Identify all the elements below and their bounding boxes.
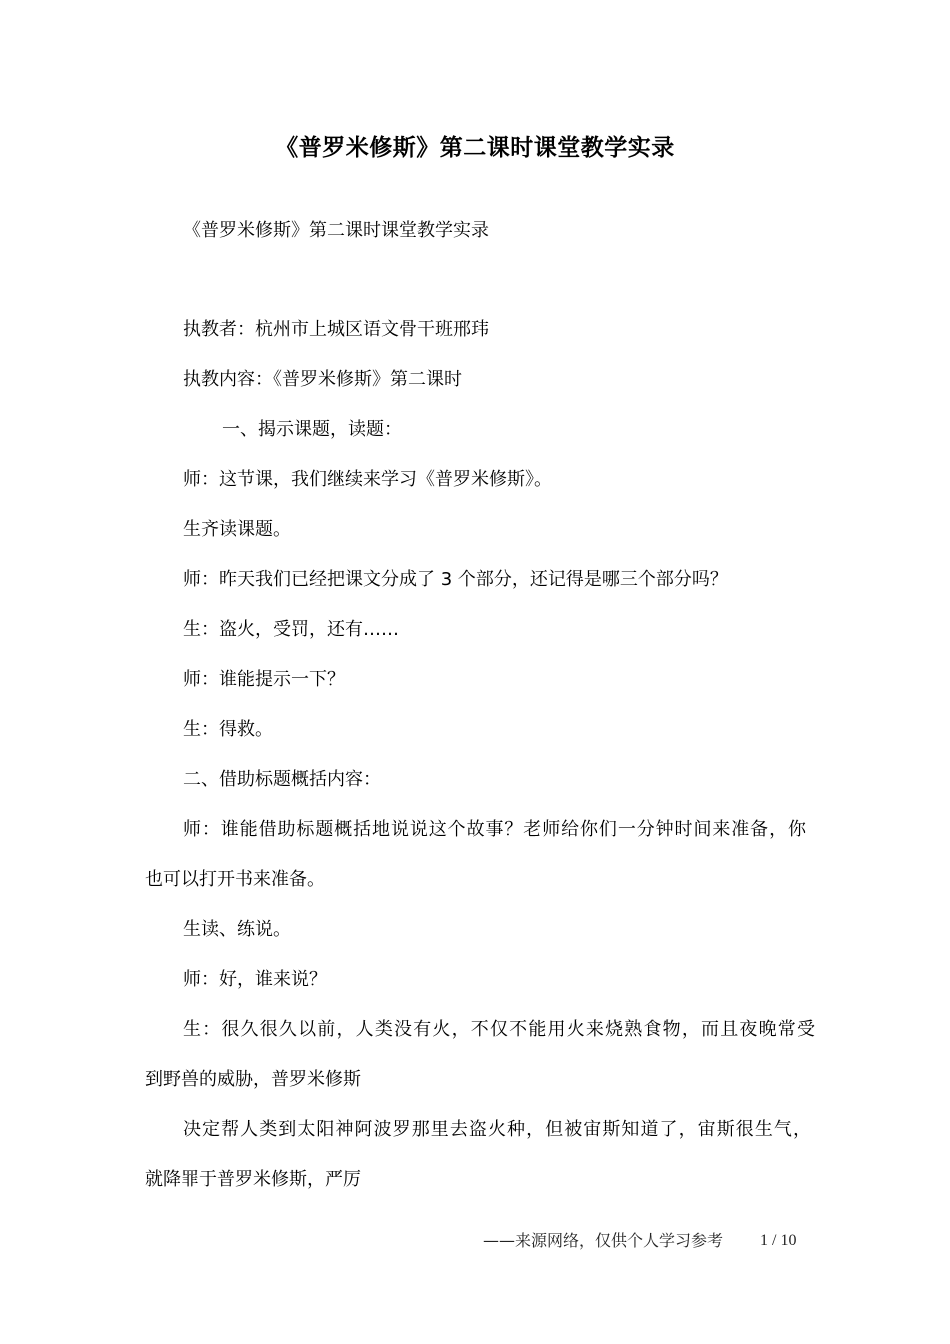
- paragraph-line: 生：很久很久以前，人类没有火，不仅不能用火来烧熟食物，而且夜晚常受: [183, 1019, 815, 1040]
- subtitle-line: 《普罗米修斯》第二课时课堂教学实录: [183, 220, 489, 241]
- paragraph-line: 也可以打开书来准备。: [145, 869, 325, 890]
- paragraph-line: 师：谁能提示一下？: [183, 669, 345, 690]
- paragraph-line: 生：得救。: [183, 719, 273, 740]
- page-number: 1 / 10: [760, 1232, 797, 1249]
- section-heading: 二、借助标题概括内容：: [183, 769, 381, 790]
- paragraph-line: 就降罪于普罗米修斯，严厉: [145, 1169, 361, 1190]
- section-heading: 一、揭示课题，读题：: [222, 419, 402, 440]
- document-title: 《普罗米修斯》第二课时课堂教学实录: [275, 135, 675, 161]
- paragraph-line: 生读、练说。: [183, 919, 291, 940]
- paragraph-line: 执教者：杭州市上城区语文骨干班邢玮: [183, 319, 489, 340]
- paragraph-line: 师：这节课，我们继续来学习《普罗米修斯》。: [183, 469, 552, 490]
- paragraph-line: 师：谁能借助标题概括地说说这个故事？老师给你们一分钟时间来准备，你: [183, 819, 806, 840]
- paragraph-line: 师：好，谁来说？: [183, 969, 327, 990]
- paragraph-line: 生：盗火，受罚，还有……: [183, 619, 399, 640]
- paragraph-line: 决定帮人类到太阳神阿波罗那里去盗火种，但被宙斯知道了，宙斯很生气，: [183, 1119, 811, 1140]
- paragraph-line: 师：昨天我们已经把课文分成了 3 个部分，还记得是哪三个部分吗？: [183, 569, 728, 590]
- paragraph-line: 生齐读课题。: [183, 519, 291, 540]
- paragraph-line: 到野兽的威胁，普罗米修斯: [145, 1069, 361, 1090]
- footer-source-note: ——来源网络，仅供个人学习参考: [483, 1231, 724, 1250]
- paragraph-line: 执教内容：《普罗米修斯》第二课时: [183, 369, 462, 390]
